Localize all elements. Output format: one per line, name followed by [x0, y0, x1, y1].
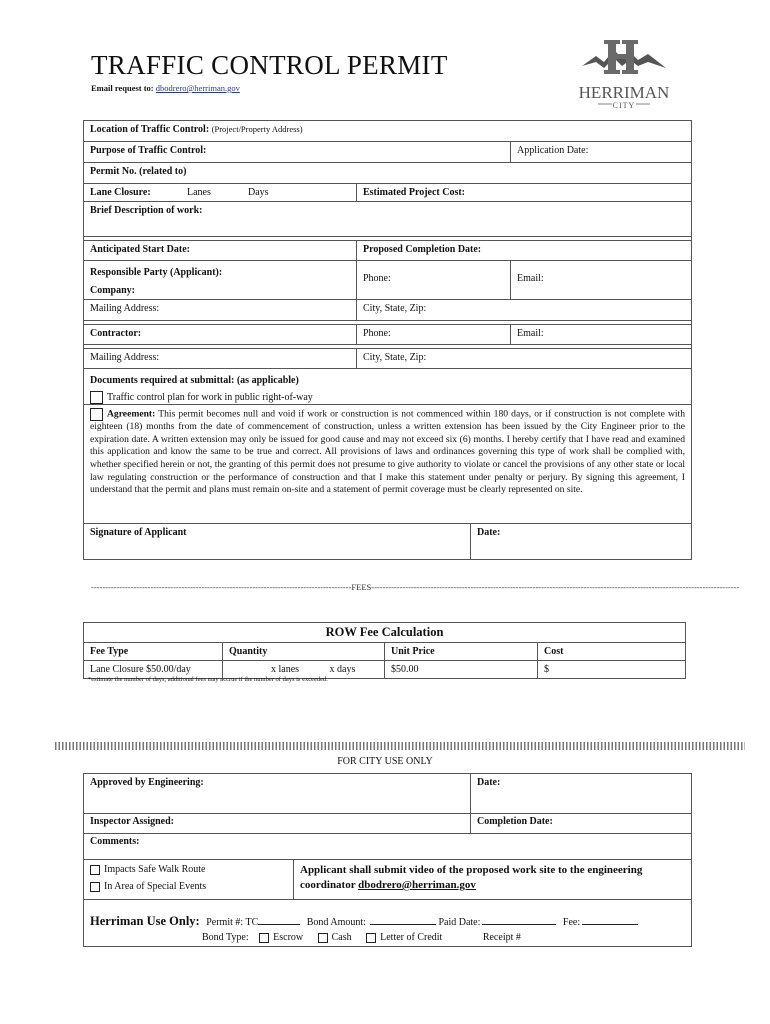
completion-date-field[interactable]: [356, 241, 691, 260]
documents-label: Documents required at submittal: (as applicable): [90, 375, 299, 386]
applicant-phone-label: Phone:: [363, 273, 391, 284]
logo-city: CITY: [612, 101, 636, 110]
herriman-use-block: [90, 914, 690, 945]
location-field[interactable]: [84, 121, 691, 141]
approval-date-label: Date:: [477, 777, 501, 788]
description-row: [84, 202, 691, 237]
cash-label: Cash: [331, 932, 352, 943]
bond-amount-field[interactable]: [370, 924, 436, 925]
letter-of-credit-label: Letter of Credit: [380, 932, 443, 943]
safe-walk-label: Impacts Safe Walk Route: [104, 864, 206, 875]
inspector-field[interactable]: [84, 813, 470, 833]
contractor-city-field[interactable]: [356, 349, 691, 368]
cash-checkbox[interactable]: [318, 933, 328, 943]
application-date-field[interactable]: [510, 142, 691, 162]
safe-walk-checkbox[interactable]: [90, 865, 100, 875]
lanes-quantity: x lanes: [271, 664, 300, 675]
estimated-cost-field[interactable]: [356, 184, 691, 202]
days-label: Days: [248, 187, 269, 198]
inspector-label: Inspector Assigned:: [90, 816, 174, 827]
video-email-link[interactable]: dbodrero@herriman.gov: [358, 879, 476, 891]
inspector-row: [84, 813, 691, 834]
herriman-logo: [574, 38, 674, 114]
signature-field[interactable]: [84, 524, 470, 559]
city-completion-label: Completion Date:: [477, 816, 553, 827]
receipt-label: Receipt #: [482, 932, 521, 943]
logo-wordmark: HERRIMAN: [578, 83, 670, 102]
conditions-checkboxes: [84, 859, 293, 899]
city-use-section: [83, 773, 692, 947]
start-date-label: Anticipated Start Date:: [90, 244, 190, 255]
contractor-phone-label: Phone:: [363, 328, 391, 339]
special-events-checkbox[interactable]: [90, 882, 100, 892]
fee-type-cell: Lane Closure $50.00/day: [84, 661, 223, 679]
applicant-email-label: Email:: [517, 273, 544, 284]
herriman-logo-mark: [574, 38, 674, 114]
applicant-field[interactable]: [84, 261, 356, 299]
fee-header-quantity: Quantity: [229, 646, 268, 657]
fee-note: *estimate the number of days, additional fees may accrue if the number of days is exceeded.: [88, 676, 328, 683]
paid-date-label: Paid Date:: [438, 917, 481, 928]
bond-amount-label: Bond Amount:: [306, 917, 366, 928]
comments-label: Comments:: [90, 836, 140, 847]
purpose-row: [84, 142, 691, 163]
description-field[interactable]: [84, 202, 691, 236]
letter-of-credit-checkbox[interactable]: [366, 933, 376, 943]
applicant-row: [84, 261, 691, 300]
page-title: TRAFFIC CONTROL PERMIT: [91, 50, 448, 80]
comments-row: [84, 833, 691, 860]
start-date-field[interactable]: [84, 241, 356, 260]
signature-date-label: Date:: [477, 527, 501, 538]
permit-no-field[interactable]: [84, 163, 691, 183]
paid-date-field[interactable]: [482, 924, 556, 925]
permit-no-row: [84, 163, 691, 184]
permit-number-label: Permit #: TC: [206, 917, 259, 928]
video-notice-text: Applicant shall submit video of the proposed work site to the engineering coordinator: [300, 864, 643, 891]
special-events-label: In Area of Special Events: [104, 881, 207, 892]
applicant-city-label: City, State, Zip:: [363, 303, 427, 314]
escrow-checkbox[interactable]: [259, 933, 269, 943]
approved-field[interactable]: [84, 774, 470, 813]
escrow-label: Escrow: [273, 932, 304, 943]
approved-label: Approved by Engineering:: [90, 777, 204, 788]
purpose-label: Purpose of Traffic Control:: [90, 145, 207, 156]
permit-form: [83, 120, 692, 560]
purpose-field[interactable]: [84, 142, 510, 162]
fee-table: [83, 622, 686, 679]
completion-date-label: Proposed Completion Date:: [363, 244, 482, 255]
traffic-plan-checkbox[interactable]: [90, 391, 103, 404]
agreement-text: [84, 405, 691, 500]
approval-date-field[interactable]: [470, 774, 691, 813]
company-label: Company:: [90, 285, 136, 296]
lane-closure-label: Lane Closure:: [90, 187, 151, 198]
applicant-address-row: [84, 300, 691, 321]
city-completion-field[interactable]: [470, 813, 691, 833]
approval-row: [84, 774, 691, 814]
location-label: Location of Traffic Control:: [90, 124, 210, 135]
email-request-label: Email request to:: [91, 83, 154, 93]
location-row: [84, 121, 691, 142]
traffic-plan-label: Traffic control plan for work in public right-of-way: [107, 392, 313, 403]
agreement-body: This permit becomes null and void if work or construction is not commenced within 180 days, or if construction is not complete with eighteen (18) months from the date of commencement of construction, unless a written extension has been issued by the City Engineer prior to the expiration date. A written extension may only be issued for good cause and may not exceed six (6) months. I hereby certify that I have read and examined this application and know the same to be true and correct. All provisions of laws and ordinances governing this type of work shall be complied with, whether specified herein or not, the granting of this permit does not presume to give authority to violate or cancel the provisions of any other state or local law regulating construction or the performance of construction and that I make this statement under penalty or perjury. By signing this agreement, I understand that the permit and plans must remain on-site and a statement of permit coverage must be clearly represented on site.: [90, 408, 685, 496]
fee-header-type: Fee Type: [90, 646, 129, 657]
signature-date-field[interactable]: [470, 524, 691, 559]
permit-no-label: Permit No. (related to): [90, 166, 187, 177]
contractor-email-field[interactable]: [510, 325, 691, 344]
responsible-party-label: Responsible Party (Applicant):: [90, 267, 223, 278]
contractor-row: [84, 324, 691, 345]
fee-table-header: [84, 643, 686, 661]
contractor-address-row: [84, 348, 691, 369]
city-use-heading: FOR CITY USE ONLY: [337, 756, 433, 767]
documents-row: [84, 369, 691, 405]
fee-header-cost: Cost: [544, 646, 564, 657]
agreement-label: Agreement:: [107, 408, 156, 420]
application-date-label: Application Date:: [517, 145, 589, 156]
herriman-use-label: Herriman Use Only:: [90, 914, 200, 928]
fees-divider-label: FEES: [351, 582, 372, 592]
contractor-phone-field[interactable]: [356, 325, 510, 344]
agreement-checkbox[interactable]: [90, 408, 103, 421]
fee-table-title: ROW Fee Calculation: [84, 623, 686, 643]
applicant-city-field[interactable]: [356, 300, 691, 320]
signature-label: Signature of Applicant: [90, 527, 187, 538]
contractor-mailing-label: Mailing Address:: [90, 352, 160, 363]
fee-label: Fee:: [562, 917, 581, 928]
conditions-row: [84, 859, 691, 900]
comments-field[interactable]: [84, 833, 691, 859]
video-notice: [293, 859, 691, 899]
contractor-mailing-field[interactable]: [84, 349, 356, 368]
fee-field[interactable]: [582, 924, 638, 925]
contractor-city-label: City, State, Zip:: [363, 352, 427, 363]
lane-closure-field[interactable]: [84, 184, 356, 202]
documents-field: [84, 369, 691, 404]
agreement-row: [84, 405, 691, 524]
applicant-email-field[interactable]: [510, 261, 691, 299]
email-request-link[interactable]: dbodrero@herriman.gov: [155, 83, 240, 93]
lane-closure-row: [84, 184, 691, 202]
lanes-label: Lanes: [187, 187, 211, 198]
bond-type-label: Bond Type:: [202, 932, 249, 943]
cost-cell[interactable]: $: [538, 661, 686, 679]
cut-line: [55, 742, 745, 750]
applicant-mailing-field[interactable]: [84, 300, 356, 320]
dates-row: [84, 240, 691, 261]
location-hint: (Project/Property Address): [211, 124, 303, 134]
permit-number-field[interactable]: [258, 924, 300, 925]
email-request-line: [91, 83, 240, 93]
unit-price-cell: $50.00: [385, 661, 538, 679]
contractor-email-label: Email:: [517, 328, 544, 339]
description-label: Brief Description of work:: [90, 205, 203, 216]
contractor-label: Contractor:: [90, 328, 142, 339]
days-quantity: x days: [329, 664, 356, 675]
signature-row: [84, 524, 691, 560]
fees-divider: --------------------------------------------------------------------------------------------FEES----------------------------------------------------------------------------------------------------------------------------------: [91, 582, 740, 592]
applicant-mailing-label: Mailing Address:: [90, 303, 160, 314]
applicant-phone-field[interactable]: [356, 261, 510, 299]
fee-header-unit-price: Unit Price: [391, 646, 435, 657]
estimated-cost-label: Estimated Project Cost:: [363, 187, 466, 198]
contractor-field[interactable]: [84, 325, 356, 344]
